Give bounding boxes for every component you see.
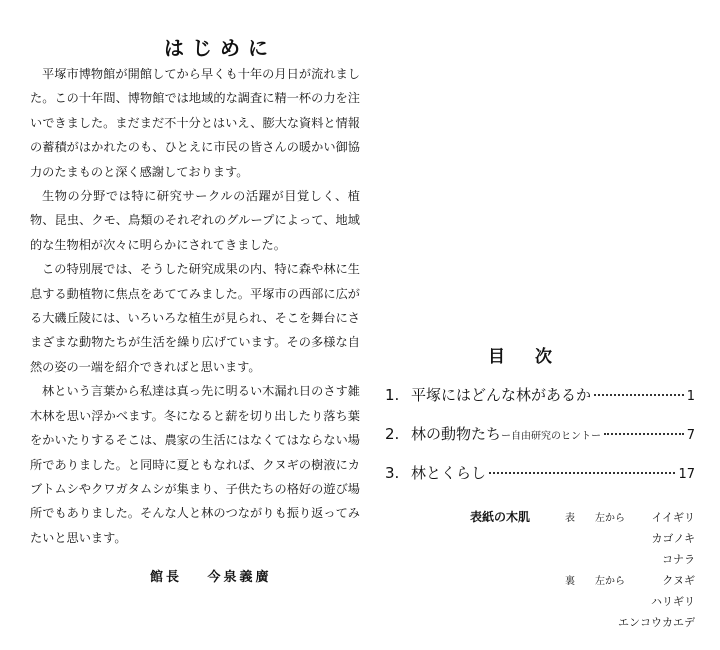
toc-leader-dots bbox=[489, 472, 675, 474]
cover-tree-name: コナラ bbox=[662, 552, 695, 566]
intro-paragraph: この特別展では、そうした研究成果の内、特に森や林に生息する動植物に焦点をあててみました。平塚市の西部に広がる大磯丘陵には、いろいろな植生が見られ、そこを舞台にさまざまな動物たちが生活を繰り広げています。その多様な自然の姿の一端を紹介できればと思います。 bbox=[30, 262, 360, 374]
intro-title: はじめに bbox=[164, 36, 276, 60]
toc-entry-page: 1 bbox=[686, 389, 695, 404]
cover-front-label: 表 bbox=[565, 513, 575, 524]
cover-back-label: 裏 bbox=[565, 576, 575, 587]
signature-name: 今泉義廣 bbox=[207, 570, 272, 585]
cover-tree-name: カゴノキ bbox=[651, 531, 695, 545]
toc-entry-number: 2. bbox=[385, 425, 400, 443]
table-of-contents bbox=[385, 384, 695, 501]
cover-caption bbox=[470, 506, 695, 632]
intro-paragraph: 生物の分野では特に研究サークルの活躍が目覚しく、植物、昆虫、クモ、鳥類のそれぞれのグループによって、地域的な生物相が次々に明らかにされてきました。 bbox=[30, 189, 360, 252]
cover-tree-name: イイギリ bbox=[651, 510, 695, 524]
cover-heading: 表紙の木肌 bbox=[470, 510, 531, 524]
intro-paragraph: 平塚市博物館が開館してから早くも十年の月日が流れました。この十年間、博物館では地域的な調査に精一杯の力を注いできました。まだまだ不十分とはいえ、膨大な資料と情報の蓄積がはかれたのも、ひとえに市民の皆さんの暖かい御協力のたまものと深く感謝しております。 bbox=[30, 67, 360, 179]
cover-direction: 左から bbox=[595, 513, 625, 524]
intro-body bbox=[30, 62, 360, 550]
toc-entry-page: 17 bbox=[678, 467, 695, 482]
cover-row bbox=[470, 548, 695, 569]
toc-entry-subtitle: ー自由研究のヒントー bbox=[501, 431, 602, 442]
cover-row bbox=[470, 506, 695, 527]
signature bbox=[150, 566, 370, 585]
toc-entry-number: 1. bbox=[385, 386, 400, 404]
toc-entry-title: 林とくらし bbox=[411, 464, 487, 482]
toc-entry-number: 3. bbox=[385, 464, 400, 482]
signature-role: 館長 bbox=[150, 570, 183, 585]
toc-entry-3[interactable] bbox=[385, 462, 695, 488]
cover-tree-name: エンコウカエデ bbox=[618, 615, 695, 629]
toc-entry-2[interactable] bbox=[385, 423, 695, 449]
cover-row bbox=[470, 611, 695, 632]
cover-row bbox=[470, 527, 695, 548]
toc-entry-1[interactable] bbox=[385, 384, 695, 410]
toc-leader-dots bbox=[594, 394, 684, 396]
cover-tree-name: クヌギ bbox=[662, 573, 695, 587]
toc-entry-page: 7 bbox=[686, 428, 695, 443]
toc-entry-title: 平塚にはどんな林があるか bbox=[411, 386, 592, 404]
intro-paragraph: 林という言葉から私達は真っ先に明るい木漏れ日のさす雑木林を思い浮かべます。冬になると薪を切り出したり落ち葉をかいたりするそこは、農家の生活にはなくてはならない場所でありました。と同時に夏ともなれば、クヌギの樹液にカブトムシやクワガタムシが集まり、子供たちの格好の遊び場所でもありました。そんな人と林のつながりも振り返ってみたいと思います。 bbox=[30, 384, 360, 545]
cover-tree-name: ハリギリ bbox=[651, 594, 695, 608]
cover-row bbox=[470, 569, 695, 590]
contents-title: 目次 bbox=[488, 347, 582, 367]
toc-leader-dots bbox=[604, 433, 684, 435]
cover-row bbox=[470, 590, 695, 611]
cover-direction: 左から bbox=[595, 576, 625, 587]
toc-entry-title: 林の動物たち bbox=[411, 425, 502, 443]
